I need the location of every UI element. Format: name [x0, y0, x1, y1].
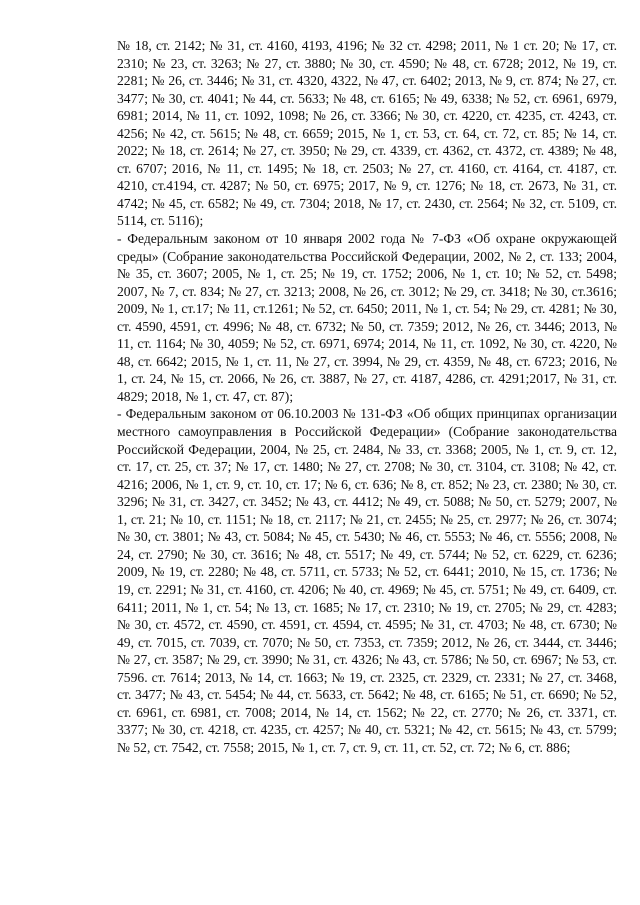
paragraph-environmental-law: - Федеральным законом от 10 января 2002 года № 7-ФЗ «Об охране окружающей среды» (Собрание законодательства Российской Федерации, 2002, № 2, ст. 133; 2004, № 35, ст. 3607; 2005, № 1, ст. 25; № 19, ст. 1752; 2006, № 1, ст. 10; № 52, ст. 5498; 2007, № 7, ст. 834; № 27, ст. 3213; 2008, № 26, ст. 3012; № 29, ст. 3418; № 30, ст.3616; 2009, № 1, ст.17; № 11, ст.1261; № 52, ст. 6450; 2011, № 1, ст. 54; № 29, ст. 4281; № 30, ст. 4590, 4591, ст. 4996; № 48, ст. 6732; № 50, ст. 7359; 2012, № 26, ст. 3446; 2013, № 11, ст. 1164; № 30, 4059; № 52, ст. 6971, 6974; 2014, № 11, ст. 1092, № 30, ст. 4220, № 48, ст. 6642; 2015, № 1, ст. 11, № 27, ст. 3994, № 29, ст. 4359, № 48, ст. 6723; 2016, № 1, ст. 24, № 15, ст. 2066, № 26, ст. 3887, № 27, ст. 4187, 4286, ст. 4291;2017, № 31, ст. 4829; 2018, № 1, ст. 47, ст. 87);: [117, 231, 617, 404]
paragraph-legislation-continued: № 18, ст. 2142; № 31, ст. 4160, 4193, 4196; № 32 ст. 4298; 2011, № 1 ст. 20; № 17, ст. 2310; № 23, ст. 3263; № 27, ст. 3880; № 30, ст. 4590; № 48, ст. 6728; 2012, № 19, ст. 2281; № 26, ст. 3446; № 31, ст. 4320, 4322, № 47, ст. 6402; 2013, № 9, ст. 874; № 27, ст. 3477; № 30, ст. 4041; № 44, ст. 5633; № 48, ст. 6165; № 49, 6338; № 52, ст. 6961, 6979, 6981; 2014, № 11, ст. 1092, 1098; № 26, ст. 3366; № 30, ст. 4220, ст. 4235, ст. 4243, ст. 4256; № 42, ст. 5615; № 48, ст. 6659; 2015, № 1, ст. 53, ст. 64, ст. 72, ст. 85; № 14, ст. 2022; № 18, ст. 2614; № 27, ст. 3950; № 29, ст. 4339, ст. 4362, ст. 4372, ст. 4389; № 48, ст. 6707; 2016, № 11, ст. 1495; № 18, ст. 2503; № 27, ст. 4160, ст. 4164, ст. 4187, ст. 4210, ст.4194, ст. 4287; № 50, ст. 6975; 2017, № 9, ст. 1276; № 18, ст. 2673, № 31, ст. 4742; № 45, ст. 6582; № 49, ст. 7304; 2018, № 17, ст. 2430, ст. 2564; № 32, ст. 5109, ст. 5114, ст. 5116);: [117, 38, 617, 229]
paragraph-local-government-law: - Федеральным законом от 06.10.2003 № 131-ФЗ «Об общих принципах организации местного самоуправления в Российской Федерации» (Собрание законодательства Российской Федерации, 2004, № 25, ст. 2484, № 33, ст. 3368; 2005, № 1, ст. 9, ст. 12, ст. 17, ст. 25, ст. 37; № 17, ст. 1480; № 27, ст. 2708; № 30, ст. 3104, ст. 3108; № 42, ст. 4216; 2006, № 1, ст. 9, ст. 10, ст. 17; № 6, ст. 636; № 8, ст. 852; № 23, ст. 2380; № 30, ст. 3296; № 31, ст. 3427, ст. 3452; № 43, ст. 4412; № 49, ст. 5088; № 50, ст. 5279; 2007, № 1, ст. 21; № 10, ст. 1151; № 18, ст. 2117; № 21, ст. 2455; № 25, ст. 2977; № 26, ст. 3074; № 30, ст. 3801; № 43, ст. 5084; № 45, ст. 5430; № 46, ст. 5553; № 46, ст. 5556; 2008, № 24, ст. 2790; № 30, ст. 3616; № 48, ст. 5517; № 49, ст. 5744; № 52, ст. 6229, ст. 6236; 2009, № 19, ст. 2280; № 48, ст. 5711, ст. 5733; № 52, ст. 6441; 2010, № 15, ст. 1736; № 19, ст. 2291; № 31, ст. 4160, ст. 4206; № 40, ст. 4969; № 45, ст. 5751; № 49, ст. 6409, ст. 6411; 2011, № 1, ст. 54; № 13, ст. 1685; № 17, ст. 2310; № 19, ст. 2705; № 29, ст. 4283; № 30, ст. 4572, ст. 4590, ст. 4591, ст. 4594, ст. 4595; № 31, ст. 4703; № 48, ст. 6730; № 49, ст. 7015, ст. 7039, ст. 7070; № 50, ст. 7353, ст. 7359; 2012, № 26, ст. 3444, ст. 3446; № 27, ст. 3587; № 29, ст. 3990; № 31, ст. 4326; № 43, ст. 5786; № 50, ст. 6967; № 53, ст. 7596. ст. 7614; 2013, № 14, ст. 1663; № 19, ст. 2325, ст. 2329, ст. 2331; № 27, ст. 3468, ст. 3477; № 43, ст. 5454; № 44, ст. 5633, ст. 5642; № 48, ст. 6165; № 51, ст. 6690; № 52, ст. 6961, ст. 6981, ст. 7008; 2014, № 14, ст. 1562; № 22, ст. 2770; № 26, ст. 3371, ст. 3377; № 30, ст. 4218, ст. 4235, ст. 4257; № 40, ст. 5321; № 42, ст. 5615; № 43, ст. 5799; № 52, ст. 7542, ст. 7558; 2015, № 1, ст. 7, ст. 9, ст. 11, ст. 52, ст. 72; № 6, ст. 886;: [117, 406, 617, 755]
document-body: [117, 37, 617, 756]
